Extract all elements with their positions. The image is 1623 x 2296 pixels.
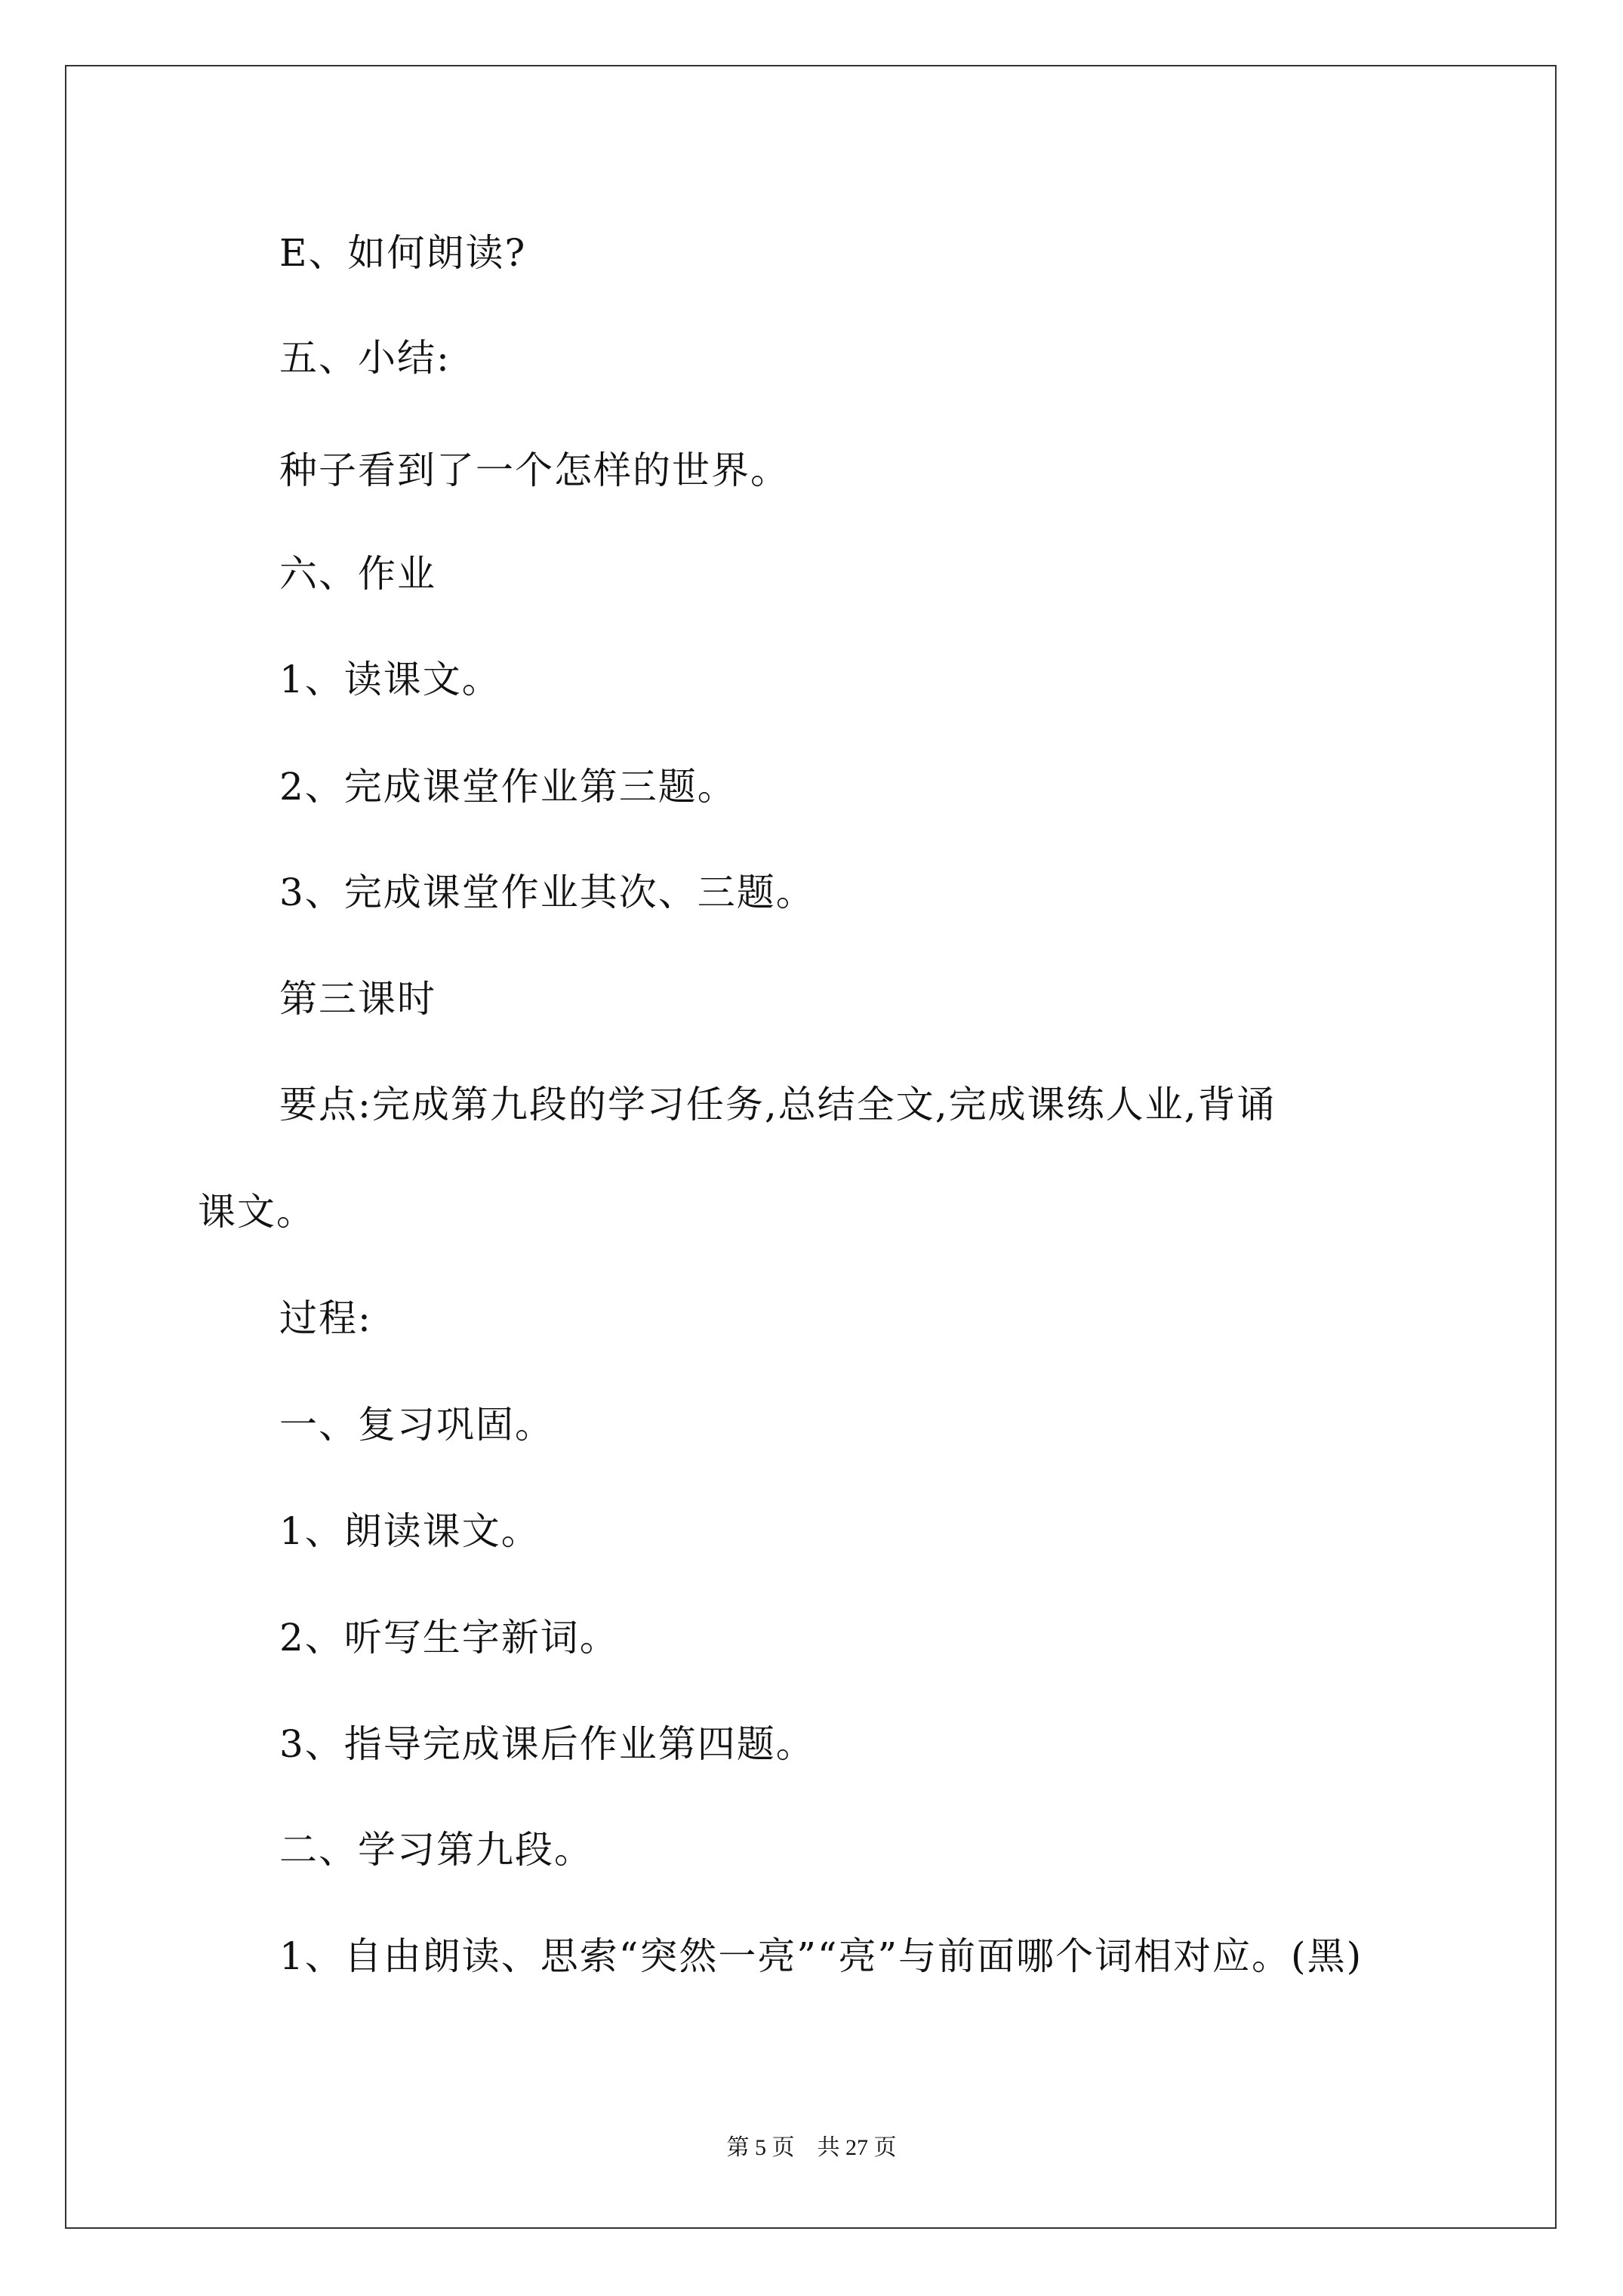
text-line-5: 1、读课文。 [279,658,501,701]
text-line-6: 2、完成课堂作业第三题。 [279,765,737,809]
text-line-16: 二、学习第九段。 [279,1828,593,1872]
text-line-2: 五、小结: [279,336,451,380]
text-line-17: 1、自由朗读、思索“突然一亮”“亮”与前面哪个词相对应。(黑) [279,1934,1363,1978]
text-line-11: 过程: [279,1296,372,1340]
text-line-12: 一、复习巩固。 [279,1403,554,1447]
text-line-13: 1、朗读课文。 [279,1509,540,1553]
text-line-15: 3、指导完成课后作业第四题。 [279,1722,815,1766]
text-line-10: 课文。 [198,1190,316,1234]
text-line-4: 六、作业 [279,552,436,596]
text-line-9: 要点:完成第九段的学习任务,总结全文,完成课练人业,背诵 [279,1083,1277,1126]
text-line-1: E、如何朗读? [279,231,527,275]
text-line-7: 3、完成课堂作业其次、三题。 [279,871,815,914]
text-line-3: 种子看到了一个怎样的世界。 [279,448,790,492]
text-line-8: 第三课时 [279,977,436,1021]
page-number-footer: 第 5 页 共 27 页 [726,2135,897,2160]
text-line-14: 2、听写生字新词。 [279,1616,619,1660]
page-border [65,65,1557,2229]
